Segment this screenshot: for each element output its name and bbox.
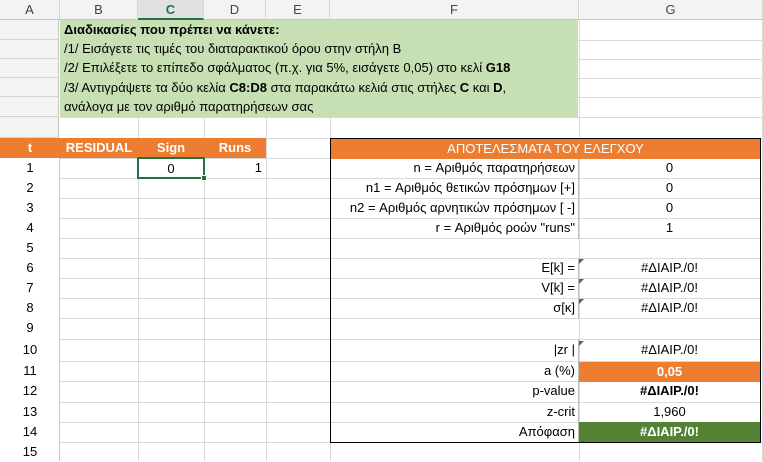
instruction-1: /1/ Εισάγετε τις τιμές του διαταρακτικού όρου στην στήλη B	[64, 41, 402, 56]
runs-cell[interactable]: 1	[254, 160, 262, 175]
error-indicator-icon[interactable]	[579, 341, 584, 346]
alpha-label: a (%)	[543, 363, 575, 378]
t-value[interactable]: 12	[22, 383, 38, 398]
decision-label: Απόφαση	[518, 424, 575, 439]
ek-value[interactable]: #ΔΙΑΙΡ./0!	[641, 260, 698, 275]
column-header-c[interactable]	[138, 0, 204, 20]
instruction-3-col-d: D	[493, 80, 503, 95]
zcrit-value[interactable]: 1,960	[653, 404, 686, 419]
table-header-residual: RESIDUAL	[60, 138, 138, 158]
column-header-d[interactable]	[204, 0, 266, 20]
sign-cell-selected[interactable]: 0	[137, 157, 205, 179]
n-label: n = Αριθμός παρατηρήσεων	[413, 160, 575, 175]
t-value[interactable]: 9	[26, 320, 34, 335]
pvalue-label: p-value	[532, 383, 575, 398]
zr-value[interactable]: #ΔΙΑΙΡ./0!	[641, 342, 698, 357]
alpha-value[interactable]: 0,05	[579, 362, 760, 382]
column-header-e-label: E	[293, 2, 302, 17]
column-header-a[interactable]	[0, 0, 60, 20]
t-value[interactable]: 2	[26, 180, 34, 195]
decision-value[interactable]: #ΔΙΑΙΡ./0!	[579, 422, 760, 442]
instruction-3-col-c: C	[459, 80, 470, 95]
t-value[interactable]: 7	[26, 280, 34, 295]
column-header-e[interactable]	[266, 0, 330, 20]
column-header-f[interactable]	[330, 0, 579, 20]
n1-value[interactable]: 0	[665, 180, 674, 195]
error-indicator-icon[interactable]	[579, 259, 584, 264]
pvalue-value[interactable]: #ΔΙΑΙΡ./0!	[640, 383, 699, 398]
instruction-3-text-a: /3/ Αντιγράψετε τα δύο κελία	[64, 80, 230, 95]
instruction-2	[64, 58, 510, 78]
sk-value[interactable]: #ΔΙΑΙΡ./0!	[641, 300, 698, 315]
row-header-blank[interactable]	[0, 20, 59, 40]
n2-value[interactable]: 0	[665, 200, 674, 215]
column-header-g[interactable]	[579, 0, 763, 20]
zcrit-label: z-crit	[546, 404, 575, 419]
instruction-3-text-c: στα παρακάτω κελιά στις στήλες	[266, 80, 460, 95]
n1-label: n1 = Αριθμός θετικών πρόσημων [+]	[365, 180, 575, 195]
error-indicator-icon[interactable]	[579, 299, 584, 304]
r-value[interactable]: 1	[665, 220, 674, 235]
results-title: ΑΠΟΤΕΛΕΣΜΑΤΑ ΤΟΥ ΕΛΕΓΧΟΥ	[331, 139, 760, 159]
column-header-c-label: C	[165, 2, 176, 17]
column-header-a-label: A	[25, 2, 34, 17]
instruction-2-cell: G18	[485, 60, 511, 75]
instruction-3-range: C8:D8	[229, 80, 267, 95]
row-header-blank[interactable]	[0, 40, 59, 59]
t-value[interactable]: 5	[26, 240, 34, 255]
t-value[interactable]: 15	[22, 444, 38, 459]
t-value[interactable]: 14	[22, 424, 38, 439]
t-value[interactable]: 3	[26, 200, 34, 215]
row-header-blank[interactable]	[0, 59, 59, 78]
row-header-blank[interactable]	[0, 78, 59, 97]
t-value[interactable]: 13	[22, 404, 38, 419]
vk-value[interactable]: #ΔΙΑΙΡ./0!	[641, 280, 698, 295]
n-value[interactable]: 0	[665, 160, 674, 175]
r-label: r = Αριθμός ροών "runs"	[435, 220, 575, 235]
table-header-t: t	[0, 138, 60, 158]
table-header-sign: Sign	[138, 138, 204, 158]
column-header-b[interactable]	[60, 0, 138, 20]
t-value[interactable]: 1	[26, 160, 34, 175]
instruction-3	[64, 78, 506, 98]
t-value[interactable]: 4	[26, 220, 34, 235]
column-header-g-label: G	[665, 2, 676, 17]
gridline	[60, 117, 763, 118]
column-header-d-label: D	[229, 2, 240, 17]
instructions-title: Διαδικασίες που πρέπει να κάνετε:	[64, 22, 280, 37]
ek-label: E[k] =	[541, 260, 575, 275]
error-indicator-icon[interactable]	[579, 279, 584, 284]
t-value[interactable]: 11	[23, 363, 37, 378]
t-value[interactable]: 8	[26, 300, 34, 315]
sk-label: σ[κ]	[553, 300, 575, 315]
row-header-blank[interactable]	[0, 117, 59, 138]
row-header-blank[interactable]	[0, 97, 59, 117]
instruction-2-text: /2/ Επιλέξετε το επίπεδο σφάλματος (π.χ. για 5%, εισάγετε 0,05) στο κελί	[64, 60, 486, 75]
instruction-4: ανάλογα με τον αριθμό παρατηρήσεων σας	[64, 99, 314, 114]
instruction-3-text-g: ,	[502, 80, 507, 95]
column-header-f-label: F	[450, 2, 458, 17]
t-value[interactable]: 10	[22, 342, 38, 357]
zr-label: |zr |	[553, 342, 575, 357]
column-a-border	[59, 158, 60, 461]
column-header-b-label: B	[94, 2, 103, 17]
n2-label: n2 = Αριθμός αρνητικών πρόσημων [ -]	[349, 200, 575, 215]
t-value[interactable]: 6	[26, 260, 34, 275]
instruction-3-text-e: και	[469, 80, 494, 95]
table-header-runs: Runs	[204, 138, 266, 158]
vk-label: V[k] =	[541, 280, 575, 295]
